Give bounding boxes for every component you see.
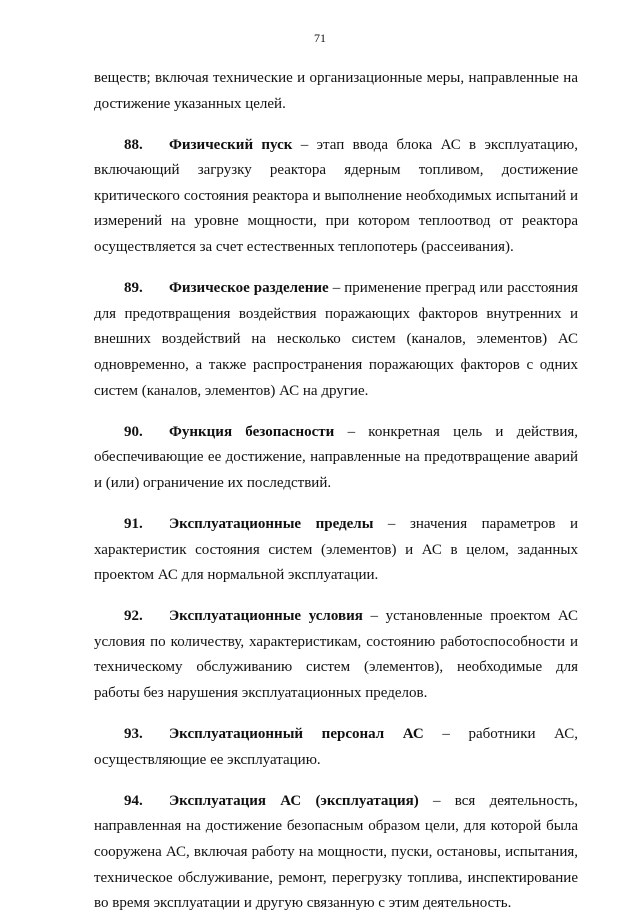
text-line: достижение указанных целей. <box>94 95 286 112</box>
definition-item <box>94 133 578 261</box>
document-body <box>94 66 578 917</box>
text-line: систем (каналов, элементов) АС на другие. <box>94 382 369 399</box>
definition-item <box>94 789 578 917</box>
definition-item <box>94 512 578 589</box>
text-line: характеристик состояния систем (элементов) и АС в целом, заданных <box>94 541 578 558</box>
paragraph-gap <box>94 404 578 420</box>
item-number: 89. <box>124 280 143 297</box>
definition-first-line <box>94 604 578 630</box>
paragraph-gap <box>94 773 578 789</box>
text-line: условия по количеству, характеристикам, состоянию работоспособности и <box>94 633 578 650</box>
text-line: измерений на уровне мощности, при котором теплоотвод от реактора <box>94 213 578 230</box>
definition-text: – установленные проектом АС <box>362 608 578 625</box>
text-line: сооружена АС, включая работу на мощности, пуски, остановы, испытания, <box>94 843 578 860</box>
text-line: осуществляется за счет естественных теплопотерь (рассеивания). <box>94 239 514 256</box>
item-number: 93. <box>124 726 143 743</box>
page-number: 71 <box>314 31 326 45</box>
definition-first-line <box>94 512 578 538</box>
item-number: 90. <box>124 423 143 440</box>
definition-item <box>94 604 578 706</box>
definition-text: – применение преград или расстояния <box>328 280 578 297</box>
defined-term: Функция безопасности <box>169 423 335 440</box>
definition-item <box>94 420 578 497</box>
paragraph-gap <box>94 496 578 512</box>
item-number: 94. <box>124 792 143 809</box>
defined-term: Эксплуатация АС (эксплуатация) <box>169 792 419 809</box>
text-line: обеспечивающие ее достижение, направленные на предотвращение аварий <box>94 449 578 466</box>
text-line: одновременно, а также распространения поражающих факторов с одних <box>94 356 578 373</box>
definition-first-line <box>94 133 578 159</box>
text-line: и (или) ограничение их последствий. <box>94 474 332 491</box>
paragraph-gap <box>94 261 578 277</box>
definition-item <box>94 276 578 404</box>
paragraph-gap <box>94 589 578 605</box>
defined-term: Эксплуатационные пределы <box>169 515 374 532</box>
text-line: критического состояния реактора и выполнение необходимых испытаний и <box>94 187 578 204</box>
definition-text: – конкретная цель и действия, <box>334 423 578 440</box>
paragraph-gap <box>94 117 578 133</box>
defined-term: Эксплуатационные условия <box>169 608 363 625</box>
item-number: 91. <box>124 515 143 532</box>
defined-term: Физический пуск <box>169 136 293 153</box>
definition-text: – работники АС, <box>423 726 578 743</box>
text-line: направленная на достижение безопасным образом цели, для которой была <box>94 818 578 835</box>
text-line: проектом АС для нормальной эксплуатации. <box>94 567 379 584</box>
text-line: осуществляющие ее эксплуатацию. <box>94 751 321 768</box>
definition-text: – значения параметров и <box>373 515 578 532</box>
text-line: техническому обслуживанию систем (элементов), необходимые для <box>94 659 578 676</box>
text-line: техническое обслуживание, ремонт, перегрузку топлива, инспектирование <box>94 869 578 886</box>
intro-paragraph <box>94 66 578 117</box>
text-line: внешних воздействий на несколько систем (каналов, элементов) АС <box>94 331 578 348</box>
defined-term: Физическое разделение <box>169 280 329 297</box>
definition-first-line <box>94 722 578 748</box>
definition-item <box>94 722 578 773</box>
text-line: веществ; включая технические и организационные меры, направленные на <box>94 70 578 86</box>
text-line: для предотвращения воздействия поражающих факторов внутренних и <box>94 305 578 322</box>
defined-term: Эксплуатационный персонал АС <box>169 726 424 743</box>
definition-first-line <box>94 789 578 815</box>
text-line: во время эксплуатации и другую связанную с этим деятельность. <box>94 895 512 912</box>
definition-text: – вся деятельность, <box>418 792 578 809</box>
text-line: работы без нарушения эксплуатационных пределов. <box>94 684 428 701</box>
item-number: 88. <box>124 136 143 153</box>
definition-first-line <box>94 276 578 302</box>
definition-text: – этап ввода блока АС в эксплуатацию, <box>292 136 578 153</box>
text-line: включающий загрузку реактора ядерным топливом, достижение <box>94 162 578 179</box>
definition-first-line <box>94 420 578 446</box>
item-number: 92. <box>124 608 143 625</box>
paragraph-gap <box>94 707 578 723</box>
